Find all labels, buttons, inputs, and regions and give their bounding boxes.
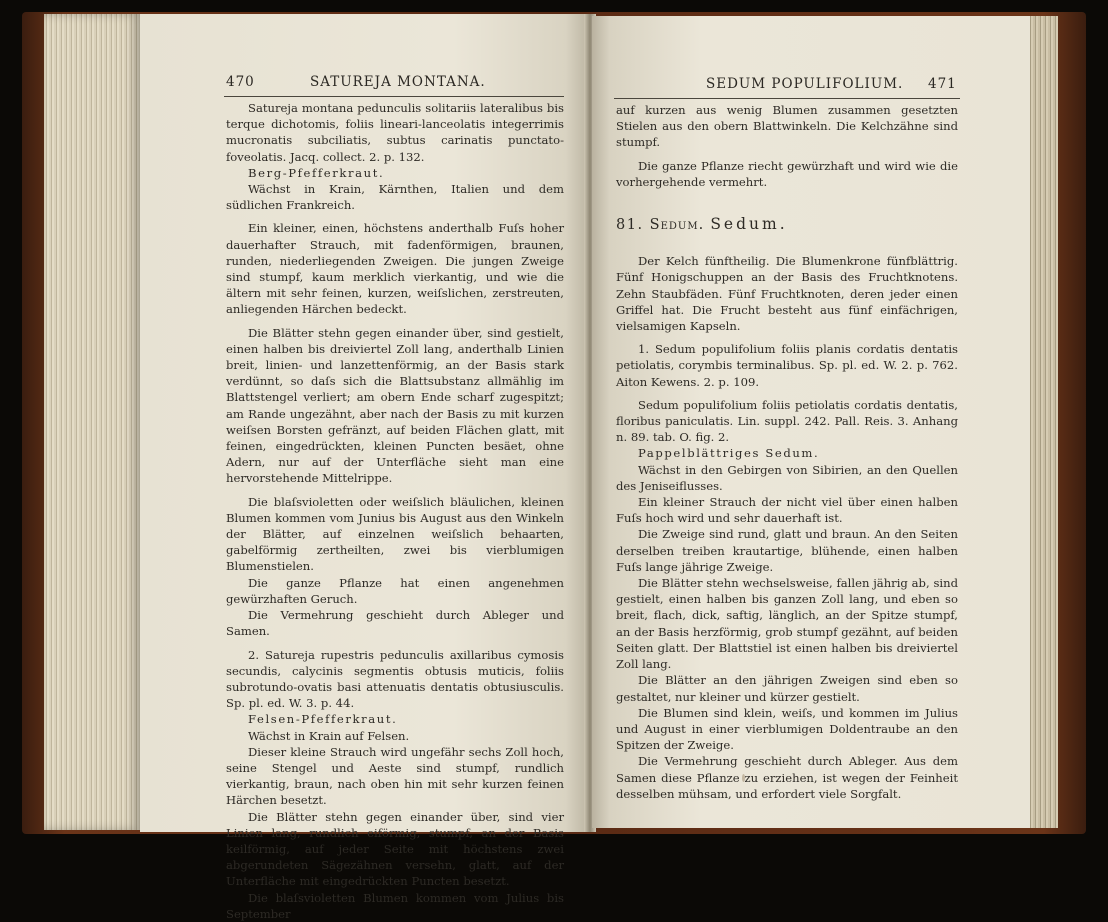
page-edges-right: [1028, 16, 1058, 828]
right-text-column: [616, 102, 958, 802]
left-running-head: SATUREJA MONTANA.: [310, 74, 486, 90]
paragraph: Die Blätter stehn gegen einander über, sind vier Linien lang, rundlich eiförmig, stumpf, an der Basis keilförmig, auf jeder Seite mit höchstens zwei abgerundeten Sägezähnen versehn, glatt, auf der Unterfläche mit eingedrückten Puncten besetzt.: [226, 809, 564, 889]
paragraph: Die ganze Pflanze hat einen angenehmen gewürzhaften Geruch.: [226, 575, 564, 606]
section-german: Sedum.: [710, 215, 788, 234]
paper-blemish: [742, 774, 745, 782]
german-name: Berg-Pfefferkraut.: [248, 165, 385, 180]
page-edges-left: [44, 14, 140, 830]
left-page: [140, 14, 588, 921]
left-text-column: [226, 100, 564, 922]
right-page-number: 471: [928, 76, 957, 92]
paragraph: Die Zweige sind rund, glatt und braun. An den Seiten derselben treiben krautartige, blühende, einen halben Fuſs lange jährige Zweige.: [616, 527, 958, 574]
right-page: [592, 16, 1030, 828]
paragraph: Satureja montana pedunculis solitariis lateralibus bis terque dichotomis, foliis lineari-lanceolatis integerrimis mucronatis subciliatis, subtus carinatis punctato-foveolatis. Jacq. collect. 2. p. 132.: [226, 101, 564, 164]
left-page-number: 470: [226, 74, 255, 90]
paragraph: Wächst in den Gebirgen von Sibirien, an den Quellen des Jeniseiflusses.: [616, 462, 958, 493]
paragraph: Ein kleiner, einen, höchstens anderthalb Fuſs hoher dauerhafter Strauch, mit fadenförmigen, braunen, runden, niederliegenden Zweigen. Die jungen Zweige sind stumpf, kaum merklich vierkantig, und wie die ältern mit sehr feinen, kurzen, weiſslichen, zerstreuten, anliegenden Härchen bedeckt.: [226, 221, 564, 317]
left-head-rule: [224, 96, 564, 97]
paragraph: Die Blätter stehn wechselsweise, fallen jährig ab, sind gestielt, einen halben bis ganzen Zoll lang, und eben so breit, flach, dick, saftig, länglich, an der Spitze stumpf, an der Basis herzförmig, grob stumpf gezähnt, auf beiden Seiten glatt. Der Blattstiel ist einen halben bis dreiviertel Zoll lang.: [616, 576, 958, 672]
paragraph: Die ganze Pflanze riecht gewürzhaft und wird wie die vorhergehende vermehrt.: [616, 158, 958, 189]
species-entry: 1. Sedum populifolium foliis planis cordatis dentatis petiolatis, corymbis terminalibus. Sp. pl. ed. W. 2. p. 762. Aiton Kewens. 2. p. 109.: [616, 342, 958, 389]
species-entry: 2. Satureja rupestris pedunculis axillaribus cymosis secundis, calycinis segmentis obtusis muticis, foliis subrotundo-ovatis basi attenuatis dentatis obtusiusculis. Sp. pl. ed. W. 3. p. 44.: [226, 647, 564, 711]
paragraph: Die blaſsvioletten oder weiſslich bläulichen, kleinen Blumen kommen vom Junius bis August aus den Winkeln der Blätter, auf einzelnen weiſslich behaarten, gabelförmig zertheilten, zwei bis vierblumigen Blumenstielen.: [226, 494, 564, 574]
paragraph: Ein kleiner Strauch der nicht viel über einen halben Fuſs hoch wird und sehr dauerhaft ist.: [616, 495, 958, 526]
section-number: 81.: [616, 217, 644, 234]
paragraph: Wächst in Krain auf Felsen.: [248, 728, 410, 743]
german-name: Felsen-Pfefferkraut.: [248, 712, 398, 727]
synonym-entry: Sedum populifolium foliis petiolatis cordatis dentatis, floribus paniculatis. Lin. suppl. 242. Pall. Reis. 3. Anhang n. 89. tab. O. fig. 2.: [616, 397, 958, 445]
right-running-head: SEDUM POPULIFOLIUM.: [706, 76, 904, 92]
section-latin: Sedum.: [649, 217, 705, 234]
paragraph: Die Blumen sind klein, weiſs, und kommen im Julius und August in einer vierblumigen Doldentraube an den Spitzen der Zweige.: [616, 705, 958, 753]
section-heading: [616, 216, 958, 233]
right-head-rule: [614, 98, 960, 99]
paragraph: Die Vermehrung geschieht durch Ableger und Samen.: [226, 608, 564, 639]
german-name: Pappelblättriges Sedum.: [638, 446, 820, 461]
paragraph: Der Kelch fünftheilig. Die Blumenkrone fünfblättrig. Fünf Honigschuppen an der Basis des Fruchtknotens. Zehn Staubfäden. Fünf Fruchtknoten, deren jeder einen Griffel hat. Die Frucht besteht aus fünf einfächrigen, vielsamigen Kapseln.: [616, 254, 958, 334]
paragraph: Die blaſsvioletten Blumen kommen vom Julius bis September: [226, 890, 564, 921]
paragraph: Die Blätter stehn gegen einander über, sind gestielt, einen halben bis dreiviertel Zoll lang, anderthalb Linien breit, linien- und lanzettenförmig, an der Basis stark verdünnt, so daſs sich die Blattsubstanz allmählig im Blattstengel verliert; am obern Ende scharf zugespitzt; am Rande ungezähnt, aber nach der Basis zu mit kurzen weiſsen Borsten gefränzt, auf beiden Flächen glatt, mit feinen, eingedrückten, kleinen Puncten besäet, ohne Adern, nur auf der Unterfläche sieht man eine hervorstehende Mittelrippe.: [226, 325, 564, 486]
paragraph: Wächst in Krain, Kärnthen, Italien und dem südlichen Frankreich.: [226, 182, 564, 213]
paragraph: Die Vermehrung geschieht durch Ableger. Aus dem Samen diese Pflanze zu erziehen, ist wegen der Feinheit desselben mühsam, und erfordert viele Sorgfalt.: [616, 754, 958, 801]
paragraph: Die Blätter an den jährigen Zweigen sind eben so gestaltet, nur kleiner und kürzer gestielt.: [616, 673, 958, 704]
paragraph: Dieser kleine Strauch wird ungefähr sechs Zoll hoch, seine Stengel und Aeste sind stumpf, rundlich vierkantig, braun, nach oben hin mit sehr kurzen feinen Härchen besetzt.: [226, 744, 564, 808]
paragraph: auf kurzen aus wenig Blumen zusammen gesetzten Stielen aus den obern Blattwinkeln. Die Kelchzähne sind stumpf.: [616, 103, 958, 150]
